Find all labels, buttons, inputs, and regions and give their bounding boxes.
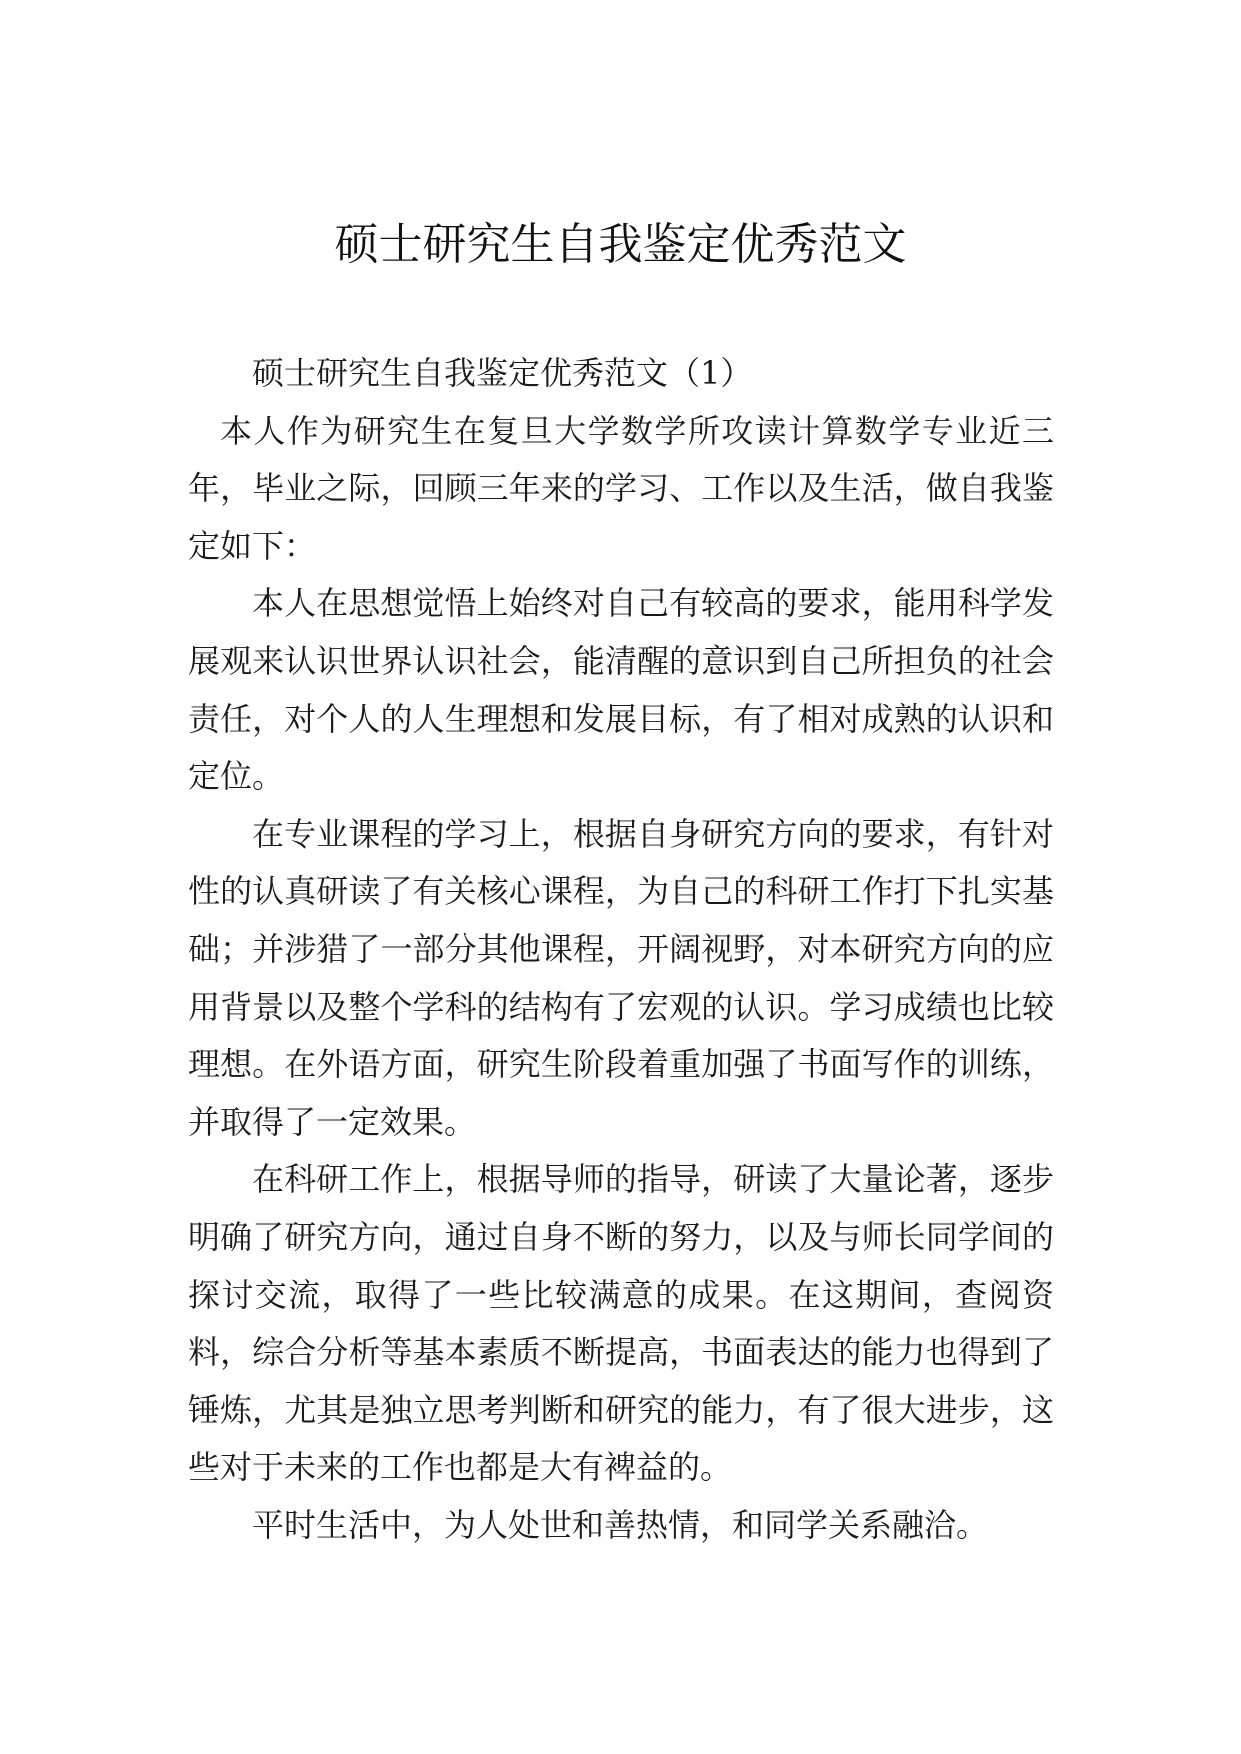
paragraph-coursework: 在专业课程的学习上，根据自身研究方向的要求，有针对性的认真研读了有关核心课程，为自己的科研工作打下扎实基础；并涉猎了一部分其他课程，开阔视野，对本研究方向的应用背景以及整个学科的结构有了宏观的认识。学习成绩也比较理想。在外语方面，研究生阶段着重加强了书面写作的训练，并取得了一定效果。 <box>188 814 1054 1141</box>
document-body <box>188 345 1054 1554</box>
paragraph-ideology: 本人在思想觉悟上始终对自己有较高的要求，能用科学发展观来认识世界认识社会，能清醒的意识到自己所担负的社会责任，对个人的人生理想和发展目标，有了相对成熟的认识和定位。 <box>188 584 1054 796</box>
paragraph-research: 在科研工作上，根据导师的指导，研读了大量论著，逐步明确了研究方向，通过自身不断的努力，以及与师长同学间的探讨交流，取得了一些比较满意的成果。在这期间，查阅资料，综合分析等基本素质不断提高，书面表达的能力也得到了锤炼，尤其是独立思考判断和研究的能力，有了很大进步，这些对于未来的工作也都是大有裨益的。 <box>188 1160 1054 1487</box>
section-heading: 硕士研究生自我鉴定优秀范文（1） <box>252 354 753 392</box>
paragraph-life: 平时生活中，为人处世和善热情，和同学关系融洽。 <box>252 1505 989 1544</box>
document-title: 硕士研究生自我鉴定优秀范文 <box>334 219 907 270</box>
paragraph-intro: 本人作为研究生在复旦大学数学所攻读计算数学专业近三年，毕业之际，回顾三年来的学习、工作以及生活，做自我鉴定如下： <box>188 411 1054 565</box>
